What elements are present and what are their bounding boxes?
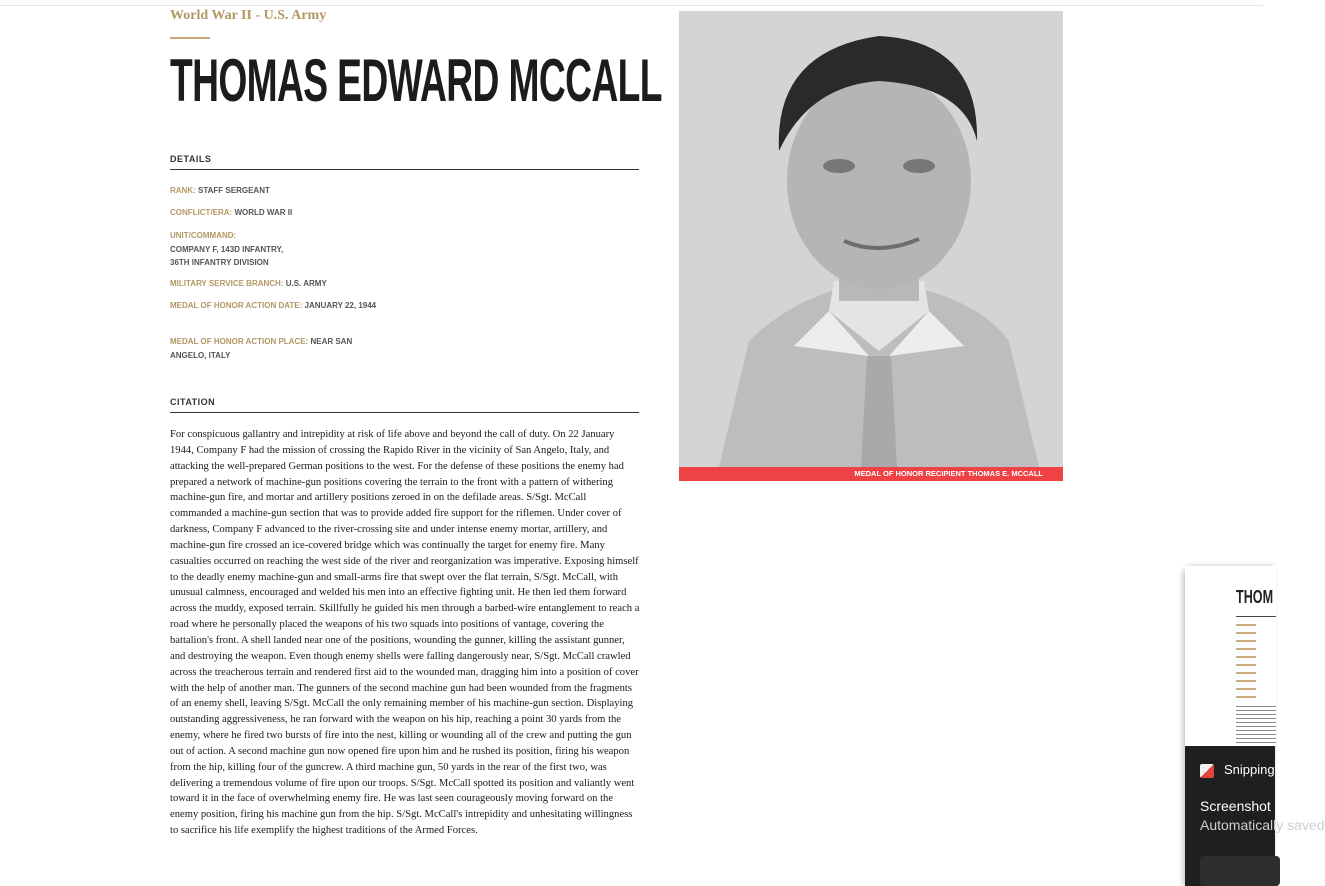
detail-action-date	[170, 299, 385, 313]
detail-conflict	[170, 206, 385, 220]
citation-heading: CITATION	[170, 397, 639, 413]
thumbnail-page-preview: THOM	[1236, 566, 1276, 746]
detail-branch	[170, 277, 385, 291]
detail-action-date-value: JANUARY 22, 1944	[304, 301, 377, 310]
title-accent-rule	[170, 37, 210, 39]
snipping-tool-app-icon	[1200, 764, 1214, 778]
detail-unit-label: UNIT/COMMAND:	[170, 231, 237, 240]
notification-subtitle: Automatically saved	[1200, 817, 1325, 833]
detail-conflict-label: CONFLICT/ERA:	[170, 208, 233, 217]
recipient-portrait-photo	[679, 11, 1063, 467]
detail-action-place-value: NEAR SAN ANGELO, ITALY	[170, 337, 353, 360]
details-heading: DETAILS	[170, 154, 639, 170]
detail-action-place-label: MEDAL OF HONOR ACTION PLACE:	[170, 337, 309, 346]
snipping-tool-notification[interactable]	[1185, 566, 1325, 886]
notification-action-button[interactable]	[1200, 856, 1280, 886]
page-title: THOMAS EDWARD MCCALL	[170, 47, 662, 114]
notification-body	[1185, 746, 1325, 886]
detail-rank-value: STAFF SERGEANT	[198, 186, 270, 195]
detail-unit-value-line2: 36TH INFANTRY DIVISION	[170, 258, 269, 267]
detail-unit	[170, 229, 385, 270]
conflict-branch-subtitle: World War II - U.S. Army	[170, 8, 327, 23]
detail-branch-label: MILITARY SERVICE BRANCH:	[170, 279, 284, 288]
citation-text: For conspicuous gallantry and intrepidity at risk of life above and beyond the call of duty. On 22 January 1944, Company F had the mission of crossing the Rapido River in the vicinity of San Angelo, Italy, and attacking the well-prepared German positions to the west. For the defense of these positions the enemy had prepared a network of machine-gun positions covering the terrain to the front with a pattern of withering machine-gun fire, and mortar and artillery positions zeroed in on the defilade areas. S/Sgt. McCall commanded a machine-gun section that was to provide added fire support for the riflemen. Under cover of darkness, Company F advanced to the river-crossing site and under intense enemy mortar, artillery, and machine-gun fire crossed an ice-covered bridge which was continually the target for enemy fire. Many casualties occurred on reaching the west side of the river and reorganization was imperative. Exposing himself to the deadly enemy machine-gun and small-arms fire that swept over the flat terrain, S/Sgt. McCall, with unusual calmness, encouraged and welded his men into an effective fighting unit. He then led them forward across the muddy, exposed terrain. Skillfully he guided his men through a barbed-wire entanglement to reach a road where he personally placed the weapons of his two squads into positions of vantage, covering the battalion's front. A shell landed near one of the positions, wounding the gunner, killing the assistant gunner, and destroying the weapon. Even though enemy shells were falling dangerously near, S/Sgt. McCall crawled across the treacherous terrain and rendered first aid to the wounded man, dragging him into a position of cover with the help of another man. The gunners of the second machine gun had been wounded from the fragments of an enemy shell, leaving S/Sgt. McCall the only remaining member of his machine-gun section. Displaying outstanding aggressiveness, he ran forward with the weapon on his hip, reaching a point 30 yards from the enemy, where he fired two bursts of fire into the nest, killing or wounding all of the crew and putting the gun out of action. A second machine gun now opened fire upon him and he rushed its position, firing his weapon from the hip, killing four of the guncrew. A third machine gun, 50 yards in the rear of the first two, was delivering a tremendous volume of fire upon our troops. S/Sgt. McCall spotted its position and valiantly went toward it in the face of overwhelming enemy fire. He was last seen courageously moving forward on the enemy position, firing his machine gun from the hip. S/Sgt. McCall's intrepidity and unhesitating willingness to sacrifice his life exemplify the highest traditions of the Armed Forces.	[170, 429, 640, 837]
detail-unit-value-line1: COMPANY F, 143D INFANTRY,	[170, 244, 284, 254]
detail-action-date-label: MEDAL OF HONOR ACTION DATE:	[170, 301, 303, 310]
detail-action-place	[170, 335, 375, 362]
detail-rank	[170, 184, 385, 198]
detail-branch-value: U.S. ARMY	[285, 279, 327, 288]
screenshot-thumbnail[interactable]	[1185, 566, 1275, 746]
detail-conflict-value: WORLD WAR II	[234, 208, 293, 217]
notification-title: Screenshot copied	[1200, 798, 1316, 814]
notification-app-name: Snipping Tool	[1224, 762, 1302, 777]
photo-caption: MEDAL OF HONOR RECIPIENT THOMAS E. MCCALL	[679, 467, 1063, 481]
page-top-divider	[0, 5, 1263, 6]
portrait-illustration	[679, 11, 1063, 467]
detail-rank-label: RANK:	[170, 186, 196, 195]
